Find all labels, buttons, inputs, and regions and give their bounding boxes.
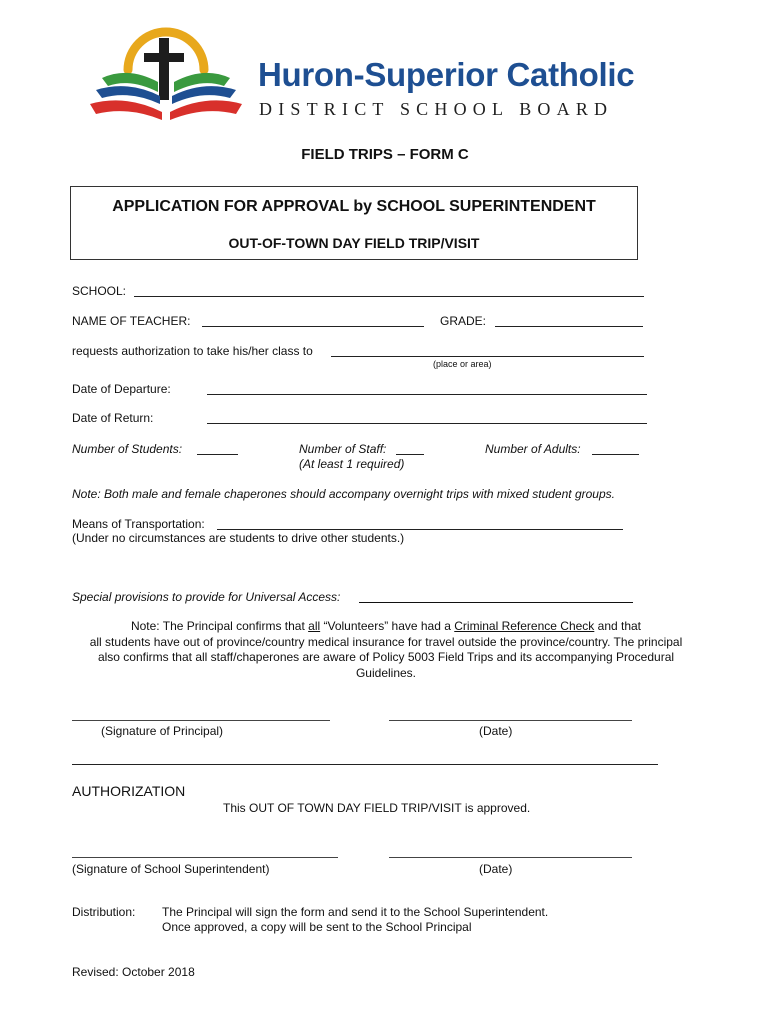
students-label: Number of Students: <box>72 442 183 456</box>
principal-note-line1: Note: The Principal confirms that all “Volunteers” have had a Criminal Reference Check and that <box>130 619 642 633</box>
principal-note-line3: also confirms that all staff/chaperones are aware of Policy 5003 Field Trips and its accompanying Procedural <box>97 650 675 664</box>
school-label: SCHOOL: <box>72 284 127 298</box>
access-label: Special provisions to provide for Universal Access: <box>72 590 341 604</box>
section-divider <box>72 764 658 765</box>
principal-date-line[interactable] <box>389 720 632 721</box>
adults-field[interactable] <box>592 443 639 455</box>
authorization-statement: This OUT OF TOWN DAY FIELD TRIP/VISIT is approved. <box>223 801 531 815</box>
place-field[interactable] <box>331 345 644 357</box>
box-heading-line1: APPLICATION FOR APPROVAL by SCHOOL SUPERINTENDENT <box>112 198 596 215</box>
departure-label: Date of Departure: <box>72 382 171 396</box>
superintendent-signature-line[interactable] <box>72 857 338 858</box>
org-subtitle: DISTRICT SCHOOL BOARD <box>259 99 614 119</box>
distribution-line2: Once approved, a copy will be sent to the School Principal <box>162 920 472 934</box>
org-name: Huron-Superior Catholic <box>258 56 635 93</box>
staff-label: Number of Staff: <box>299 442 387 456</box>
students-field[interactable] <box>197 443 238 455</box>
teacher-field[interactable] <box>202 315 424 327</box>
grade-label: GRADE: <box>440 314 487 328</box>
principal-note-line4: Guidelines. <box>355 665 417 680</box>
superintendent-date-label: (Date) <box>479 862 513 876</box>
departure-field[interactable] <box>207 383 647 395</box>
superintendent-date-line[interactable] <box>389 857 632 858</box>
box-heading-line2: OUT-OF-TOWN DAY FIELD TRIP/VISIT <box>228 235 480 251</box>
principal-date-label: (Date) <box>479 724 513 738</box>
transport-label: Means of Transportation: <box>72 517 205 531</box>
distribution-label: Distribution: <box>72 905 136 919</box>
superintendent-signature-label: (Signature of School Superintendent) <box>72 862 270 876</box>
chaperone-note: Note: Both male and female chaperones should accompany overnight trips with mixed student groups. <box>72 487 615 501</box>
principal-note <box>72 619 700 681</box>
request-label: requests authorization to take his/her class to <box>72 344 313 358</box>
revised-date: Revised: October 2018 <box>72 965 195 979</box>
school-field[interactable] <box>134 285 644 297</box>
access-field[interactable] <box>359 602 633 603</box>
form-title: FIELD TRIPS – FORM C <box>301 146 469 163</box>
transport-note: (Under no circumstances are students to drive other students.) <box>72 531 405 545</box>
grade-field[interactable] <box>495 315 643 327</box>
staff-note: (At least 1 required) <box>299 457 405 471</box>
staff-field[interactable] <box>396 443 424 455</box>
cross-book-logo-icon <box>88 26 244 122</box>
place-hint: (place or area) <box>433 359 492 369</box>
adults-label: Number of Adults: <box>485 442 581 456</box>
return-label: Date of Return: <box>72 411 154 425</box>
authorization-heading: AUTHORIZATION <box>72 783 186 799</box>
principal-note-line2: all students have out of province/country medical insurance for travel outside the province/country. The principal <box>89 634 683 649</box>
distribution-line1: The Principal will sign the form and send it to the School Superintendent. <box>162 905 549 919</box>
return-field[interactable] <box>207 412 647 424</box>
principal-signature-line[interactable] <box>72 720 330 721</box>
teacher-label: NAME OF TEACHER: <box>72 314 191 328</box>
transport-field[interactable] <box>217 518 623 530</box>
principal-signature-label: (Signature of Principal) <box>101 724 224 738</box>
